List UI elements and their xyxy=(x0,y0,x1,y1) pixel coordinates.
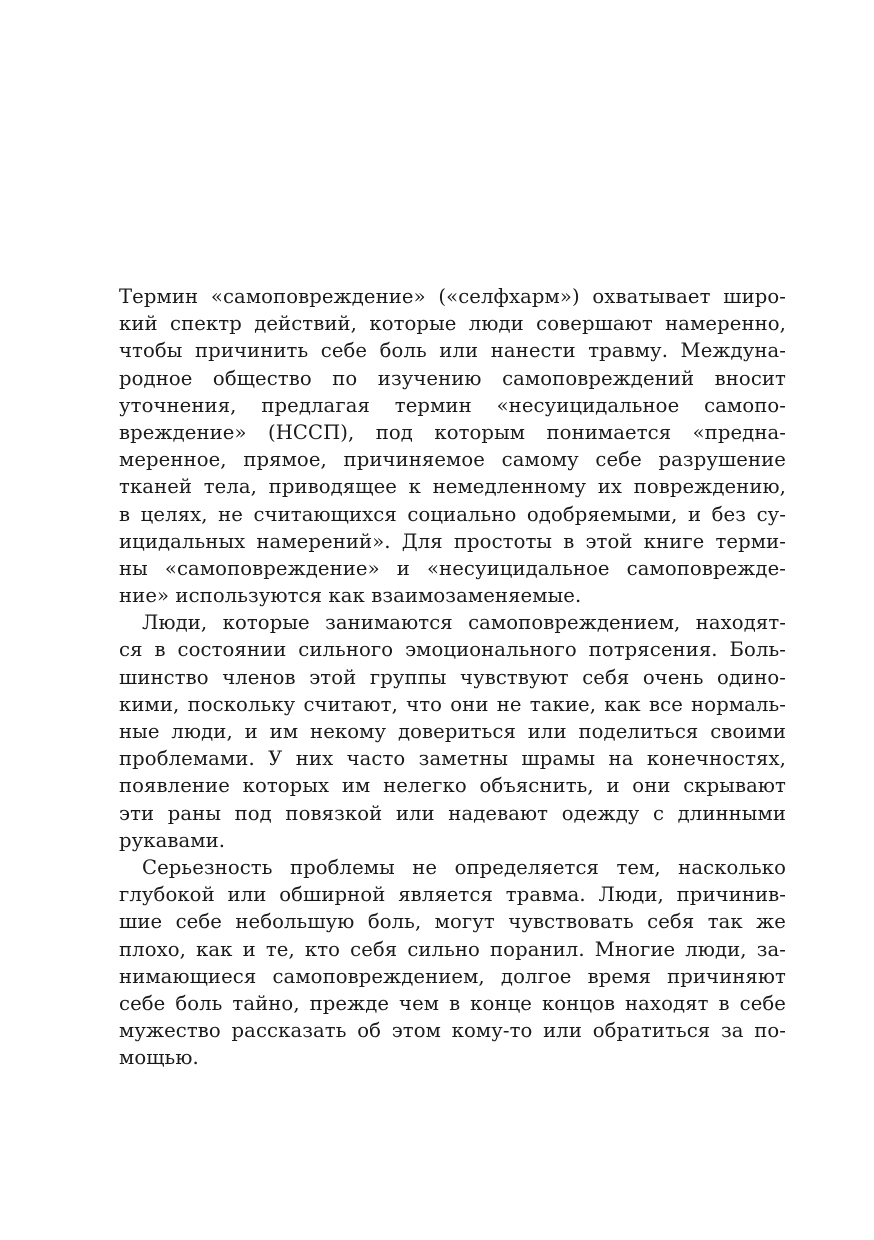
body-text xyxy=(119,283,786,1071)
text-line: кий спектр действий, которые люди совершают намеренно, xyxy=(119,312,786,336)
text-line: Серьезность проблемы не определяется тем, насколько xyxy=(142,855,786,879)
text-line: меренное, прямое, причиняемое самому себе разрушение xyxy=(119,448,786,472)
text-line: Термин «самоповреждение» («селфхарм») охватывает широ- xyxy=(119,285,786,308)
text-line: ные люди, и им некому довериться или поделиться своими xyxy=(119,720,786,743)
text-line: уточнения, предлагая термин «несуицидальное самопо- xyxy=(119,393,786,417)
text-line: проблемами. У них часто заметны шрамы на конечностях, xyxy=(119,747,786,771)
text-line: чтобы причинить себе боль или нанести травму. Междуна- xyxy=(119,339,786,363)
text-line: нимающиеся самоповреждением, долгое время причиняют xyxy=(119,964,786,988)
text-line: тканей тела, приводящее к немедленному их повреждению, xyxy=(119,475,786,499)
text-line: ся в состоянии сильного эмоционального потрясения. Боль- xyxy=(119,638,786,662)
text-line: родное общество по изучению самоповреждений вносит xyxy=(119,366,786,390)
text-line: плохо, как и те, кто себя сильно поранил. Многие люди, за- xyxy=(119,937,786,961)
text-line: ицидальных намерений». Для простоты в этой книге терми- xyxy=(119,529,786,553)
paragraph-2 xyxy=(119,609,786,854)
paragraph-1 xyxy=(119,283,786,609)
paragraph-3 xyxy=(119,854,786,1072)
text-line: в целях, не считающихся социально одобряемыми, и без су- xyxy=(119,502,786,526)
text-line: кими, поскольку считают, что они не такие, как все нормаль- xyxy=(119,692,786,716)
text-line: появление которых им нелегко объяснить, и они скрывают xyxy=(119,774,786,798)
text-line: ны «самоповреждение» и «несуицидальное самоповрежде- xyxy=(119,556,786,580)
text-line: шие себе небольшую боль, могут чувствовать себя так же xyxy=(119,910,786,934)
text-line: мужество рассказать об этом кому-то или обратиться за по- xyxy=(119,1019,786,1043)
text-line: рукавами. xyxy=(119,828,226,852)
text-line: вреждение» (НССП), под которым понимается «предна- xyxy=(119,420,786,444)
text-line: шинство членов этой группы чувствуют себя очень одино- xyxy=(119,665,786,689)
text-line: эти раны под повязкой или надевают одежду с длинными xyxy=(119,801,786,825)
text-line: ние» используются как взаимозаменяемые. xyxy=(119,584,582,608)
text-line: себе боль тайно, прежде чем в конце концов находят в себе xyxy=(119,991,786,1015)
text-line: глубокой или обширной является травма. Люди, причинив- xyxy=(119,883,786,907)
text-line: Люди, которые занимаются самоповреждением, находят- xyxy=(142,611,786,635)
text-line: мощью. xyxy=(119,1046,199,1070)
